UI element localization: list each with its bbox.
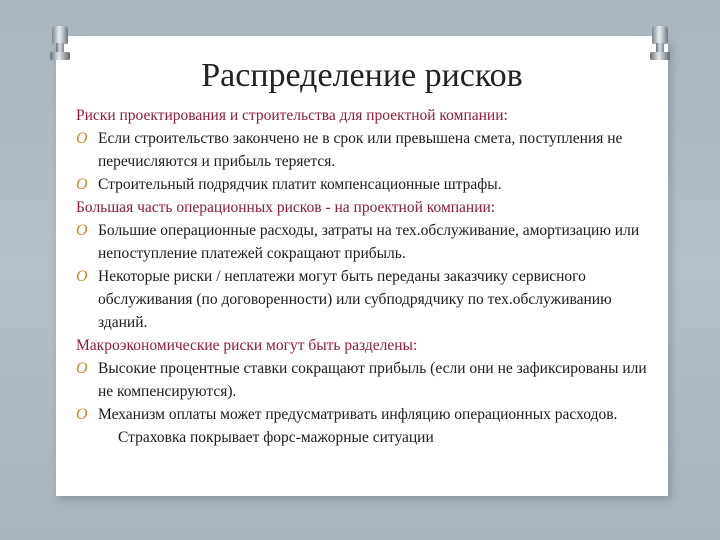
bullet-marker: O bbox=[76, 222, 88, 239]
bullet-text: Некоторые риски / неплатежи могут быть переданы заказчику сервисного обслуживания (по договоренности) или субподрядчику по тех.обслуживанию зданий. bbox=[98, 268, 612, 331]
slide-title: Распределение рисков bbox=[201, 57, 523, 94]
bullet-item bbox=[76, 403, 656, 426]
bullet-item bbox=[76, 219, 656, 265]
section-heading-design-construction: Риски проектирования и строительства для проектной компании: bbox=[76, 107, 508, 124]
bullet-item bbox=[76, 173, 656, 196]
bullet-marker: O bbox=[76, 360, 88, 377]
footer-line: Страховка покрывает форс-мажорные ситуации bbox=[118, 429, 434, 446]
section-heading-macroeconomic: Макроэкономические риски могут быть разделены: bbox=[76, 337, 418, 354]
bullet-item bbox=[76, 265, 656, 334]
bullet-item bbox=[76, 357, 656, 403]
bullet-text: Механизм оплаты может предусматривать инфляцию операционных расходов. bbox=[98, 406, 618, 423]
bullet-text: Большие операционные расходы, затраты на тех.обслуживание, амортизацию или непоступление платежей сокращают прибыль. bbox=[98, 222, 640, 262]
bullet-marker: O bbox=[76, 130, 88, 147]
bullet-marker: O bbox=[76, 268, 88, 285]
bullet-item bbox=[76, 127, 656, 173]
bullet-text: Если строительство закончено не в срок или превышена смета, поступления не перечисляются и прибыль теряется. bbox=[98, 130, 623, 170]
slide-content bbox=[76, 104, 656, 449]
bullet-text: Строительный подрядчик платит компенсационные штрафы. bbox=[98, 176, 502, 193]
section-heading-operational: Большая часть операционных рисков - на проектной компании: bbox=[76, 199, 496, 216]
bullet-marker: O bbox=[76, 176, 88, 193]
bullet-text: Высокие процентные ставки сокращают прибыль (если они не зафиксированы или не компенсируются). bbox=[98, 360, 647, 400]
bullet-marker: O bbox=[76, 406, 88, 423]
